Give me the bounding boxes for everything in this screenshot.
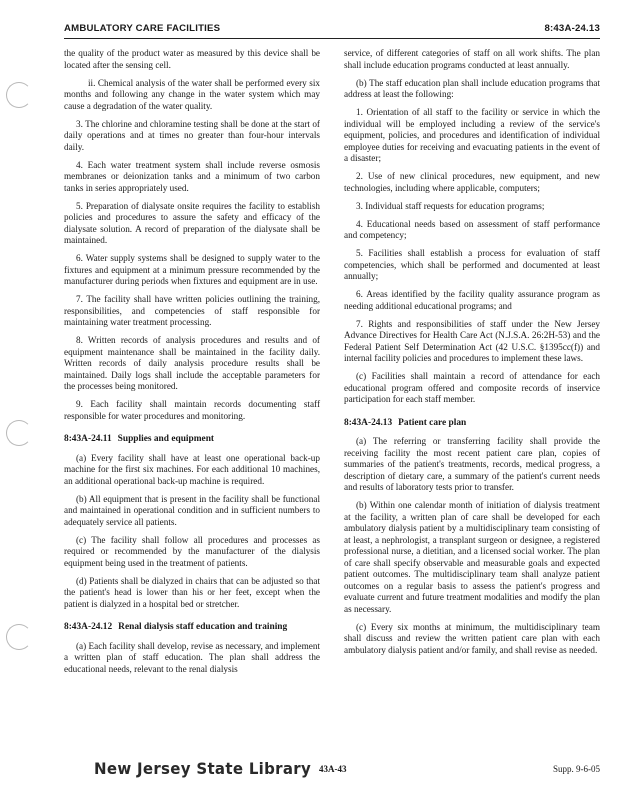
paragraph: (a) Each facility shall develop, revise as necessary, and implement a written plan of staff education. The plan shall address the educational needs, relevant to the renal dialysis (64, 640, 320, 674)
paragraph: service, of different categories of staff on all work shifts. The plan shall include education programs conducted at least annually. (344, 48, 600, 70)
running-header (64, 22, 600, 39)
page-number: 43A-43 (319, 764, 347, 774)
section-number: 8:43A-24.12 (64, 622, 113, 632)
section-heading (344, 418, 600, 430)
paragraph: 3. The chlorine and chloramine testing shall be done at the start of daily operations and at times no greater than four-hour intervals daily. (64, 118, 320, 152)
section-heading (64, 622, 320, 634)
library-stamp: New Jersey State Library (94, 759, 312, 779)
right-column (344, 48, 600, 663)
paragraph: 8. Written records of analysis procedures and results and of equipment maintenance shall be maintained in the facility daily. Written records of daily analysis procedure results shall be maintained. Daily logs shall include the acceptable parameters for the processes being monitored. (64, 335, 320, 391)
section-title: Renal dialysis staff education and training (118, 622, 288, 632)
paragraph: 4. Educational needs based on assessment of staff performance and competency; (344, 218, 600, 240)
paragraph: ii. Chemical analysis of the water shall be performed every six months and following any change in the water system which may cause a degradation of the water quality. (64, 77, 320, 111)
paragraph: (c) The facility shall follow all procedures and processes as required or recommended by the manufacturer of the dialysis equipment being used in the treatment of patients. (64, 534, 320, 568)
header-section-number: 8:43A-24.13 (544, 23, 600, 34)
punch-hole-mark (6, 82, 32, 108)
paragraph: 1. Orientation of all staff to the facility or service in which the individual will be employed including a review of the service's equipment, policies, and procedures and identification of individual employee duties for receiving and evacuating patients in the event of a disaster; (344, 107, 600, 163)
section-number: 8:43A-24.13 (344, 417, 393, 428)
paragraph: (d) Patients shall be dialyzed in chairs that can be adjusted so that the patient's head is lower than his or her feet, except when the patient is dialyzed in a hospital bed or stretcher. (64, 575, 320, 609)
paragraph: 4. Each water treatment system shall include reverse osmosis membranes or deionization tanks and a minimum of two carbon tanks in series appropriately used. (64, 159, 320, 193)
paragraph: (c) Every six months at minimum, the multidisciplinary team shall discuss and review the written patient care plan with each ambulatory dialysis patient and/or family, and shall revise as needed. (344, 621, 600, 655)
paragraph: 9. Each facility shall maintain records documenting staff responsible for water procedures and monitoring. (64, 399, 320, 421)
supplement-date: Supp. 9-6-05 (553, 764, 600, 774)
paragraph: 7. The facility shall have written policies outlining the training, responsibilities, and competencies of staff responsible for maintaining water treatment processing. (64, 294, 320, 327)
paragraph: 5. Facilities shall establish a process for evaluation of staff competencies, which shall be performed and documented at least annually; (344, 248, 600, 281)
section-heading (64, 434, 320, 446)
section-number: 8:43A-24.11 (64, 434, 112, 444)
paragraph: 7. Rights and responsibilities of staff under the New Jersey Advance Directives for Health Care Act (N.J.S.A. 26:2H-53) and the Federal Patient Self Determination Act (42 U.S.C. §1395cc(f)) and internal facility policies and procedures to implement these laws. (344, 318, 600, 363)
paragraph: (b) The staff education plan shall include education programs that address at least the following: (344, 77, 600, 99)
paragraph: (a) Every facility shall have at least one operational back-up machine for the first six machines. For each additional 10 machines, an additional operational back-up machine is required. (64, 452, 320, 486)
paragraph: 6. Areas identified by the facility quality assurance program as needing additional educational programs; and (344, 289, 600, 311)
paragraph: (b) Within one calendar month of initiation of dialysis treatment at the facility, a written plan of care shall be developed for each ambulatory dialysis patient by a multidisciplinary team consisting of at least, a nephrologist, a transplant surgeon or designee, a registered professional nurse, a dietitian, and a licensed social worker. The plan of care shall specify observable and measurable goals and expected patient outcomes. The multidisciplinary team shall analyze patient outcomes on a regular basis to assess the patient's progress and evaluate current and future treatment modalities and modify the plan as necessary. (344, 500, 600, 614)
section-title: Supplies and equipment (117, 434, 215, 444)
paragraph: (c) Facilities shall maintain a record of attendance for each educational program offered and composite records of inservice participation for each staff member. (344, 371, 600, 404)
paragraph: (a) The referring or transferring facility shall provide the receiving facility the most recent patient care plan, copies of summaries of the patient's treatments, records, medical progress, a description of dietary care, a summary of the patient's current needs and results of laboratory tests prior to transfer. (344, 436, 600, 492)
paragraph: 2. Use of new clinical procedures, new equipment, and new technologies, including where applicable, computers; (344, 171, 600, 193)
section-title: Patient care plan (398, 417, 467, 428)
paragraph: the quality of the product water as measured by this device shall be located after the sensing cell. (64, 48, 320, 70)
paragraph: 6. Water supply systems shall be designed to supply water to the fixtures and equipment at a minimum pressure recommended by the manufacturer during periods when fixtures and equipment are in use. (64, 253, 320, 286)
left-column (64, 48, 320, 682)
paragraph: 5. Preparation of dialysate onsite requires the facility to establish policies and procedures to assure the safety and efficacy of the dialysate solution. A record of preparation of the dialysate shall be maintained. (64, 200, 320, 245)
paragraph: 3. Individual staff requests for education programs; (356, 200, 545, 211)
punch-hole-mark (6, 420, 32, 446)
paragraph: (b) All equipment that is present in the facility shall be functional and maintained in operational condition and in sufficient numbers to adequately service all patients. (64, 493, 320, 527)
header-chapter-title: AMBULATORY CARE FACILITIES (64, 23, 221, 34)
page-footer (64, 759, 600, 784)
punch-hole-mark (6, 624, 32, 650)
